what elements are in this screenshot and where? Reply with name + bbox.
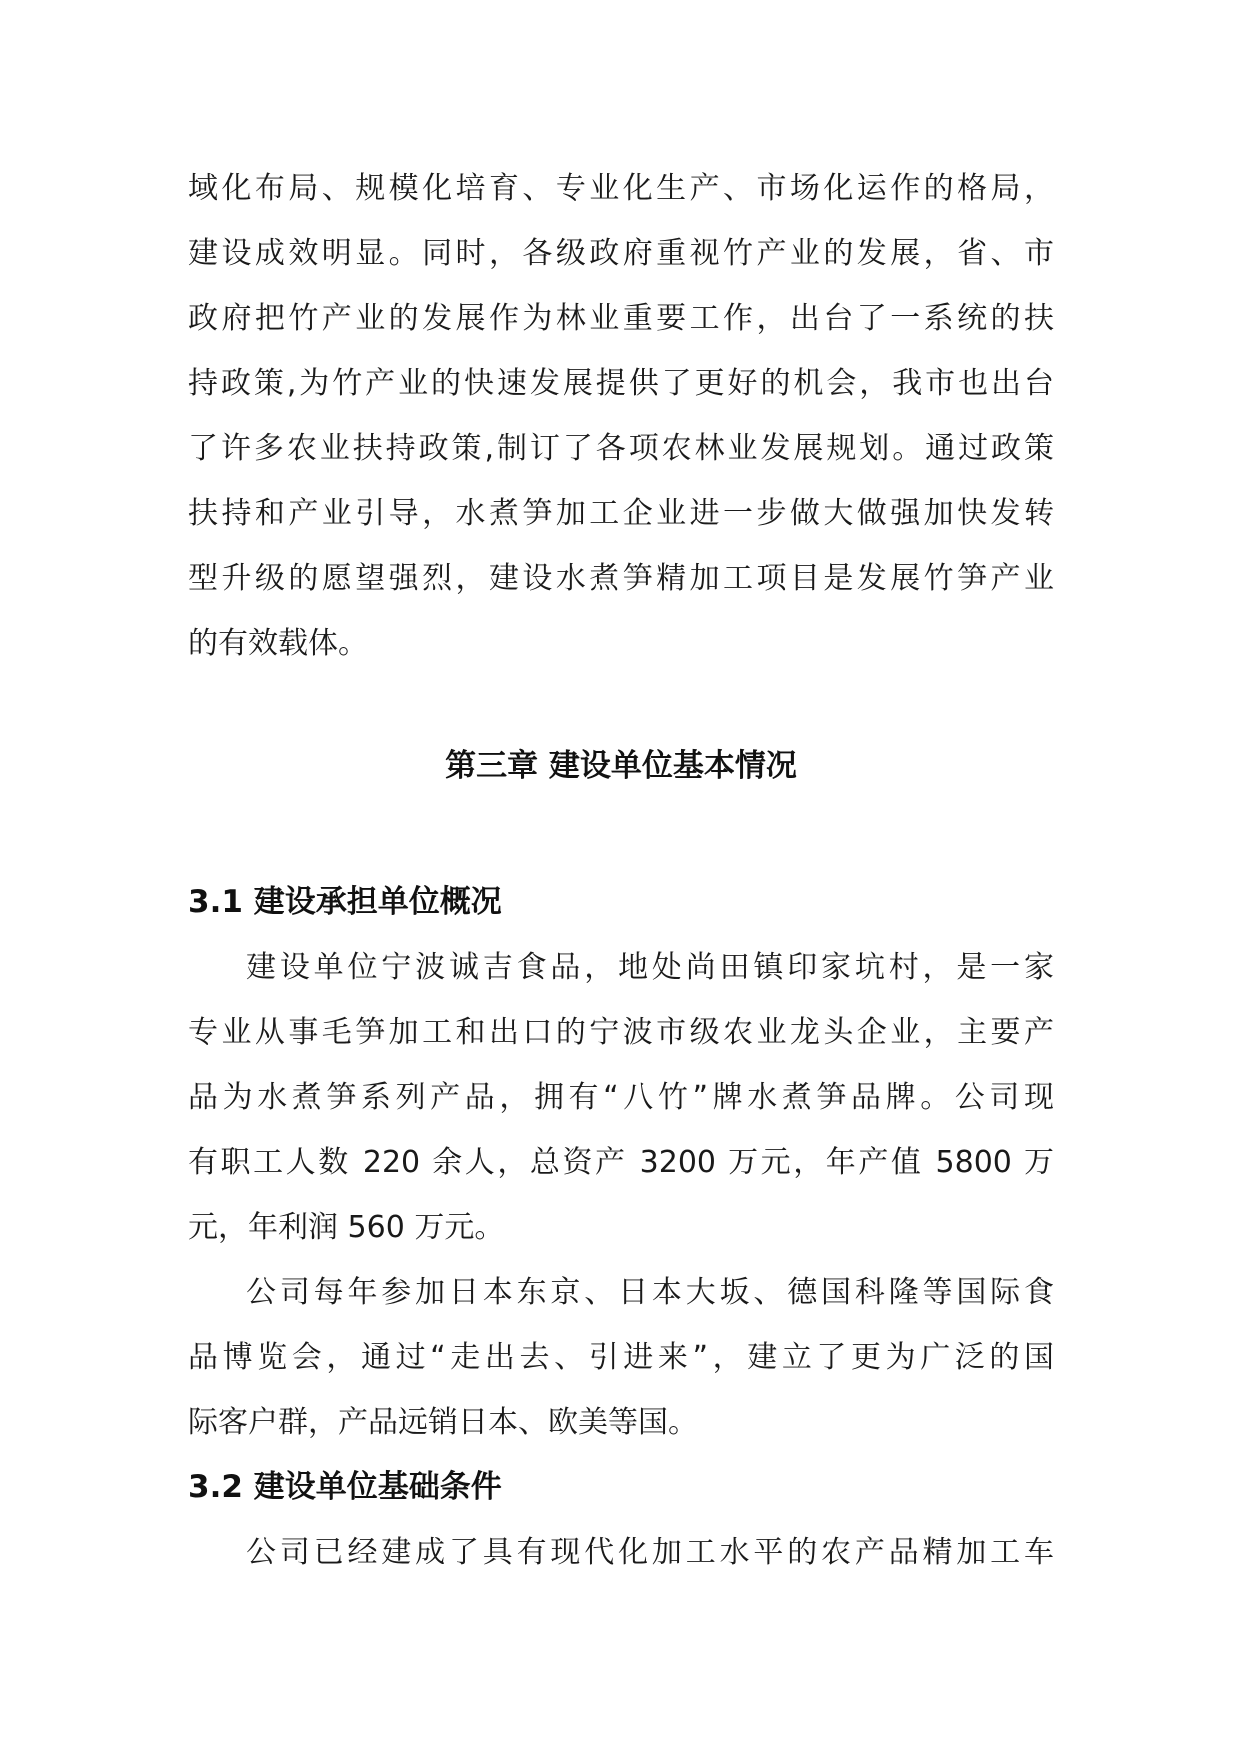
chapter-body xyxy=(188,870,1054,1585)
paragraph-line: 专业从事毛笋加工和出口的宁波市级农业龙头企业，主要产 xyxy=(188,1015,1054,1050)
paragraph-line: 元，年利润 560 万元。 xyxy=(188,1210,505,1245)
paragraph-line: 品为水煮笋系列产品，拥有“八竹”牌水煮笋品牌。公司现 xyxy=(188,1080,1054,1115)
paragraph-line: 域化布局、规模化培育、专业化生产、市场化运作的格局， xyxy=(188,171,1054,206)
paragraph-line: 建设成效明显。同时，各级政府重视竹产业的发展，省、市 xyxy=(188,236,1054,271)
paragraph-line: 政府把竹产业的发展作为林业重要工作，出台了一系统的扶 xyxy=(188,301,1054,336)
paragraph-line: 公司每年参加日本东京、日本大坂、德国科隆等国际食 xyxy=(246,1275,1054,1310)
paragraph-line: 品博览会，通过“走出去、引进来”，建立了更为广泛的国 xyxy=(188,1340,1054,1375)
section-2-paragraph-1 xyxy=(188,1520,1054,1585)
paragraph-line: 了许多农业扶持政策,制订了各项农林业发展规划。通过政策 xyxy=(188,431,1054,466)
paragraph-line: 际客户群，产品远销日本、欧美等国。 xyxy=(188,1405,698,1440)
paragraph-line: 持政策,为竹产业的快速发展提供了更好的机会，我市也出台 xyxy=(188,366,1054,401)
paragraph-line: 建设单位宁波诚吉食品，地处尚田镇印家坑村，是一家 xyxy=(246,950,1054,985)
section-heading: 3.1 建设承担单位概况 xyxy=(188,884,502,920)
section-heading: 3.2 建设单位基础条件 xyxy=(188,1469,502,1505)
paragraph-line: 有职工人数 220 余人，总资产 3200 万元，年产值 5800 万 xyxy=(188,1145,1054,1180)
intro-paragraph xyxy=(188,156,1054,676)
section-1-paragraph-2 xyxy=(188,1260,1054,1455)
paragraph-line: 公司已经建成了具有现代化加工水平的农产品精加工车 xyxy=(246,1535,1054,1570)
section-1-paragraph-1 xyxy=(188,935,1054,1260)
paragraph-line: 型升级的愿望强烈，建设水煮笋精加工项目是发展竹笋产业 xyxy=(188,561,1054,596)
paragraph-line: 的有效载体。 xyxy=(188,626,368,661)
paragraph-line: 扶持和产业引导，水煮笋加工企业进一步做大做强加快发转 xyxy=(188,496,1054,531)
chapter-title: 第三章 建设单位基本情况 xyxy=(445,748,797,784)
